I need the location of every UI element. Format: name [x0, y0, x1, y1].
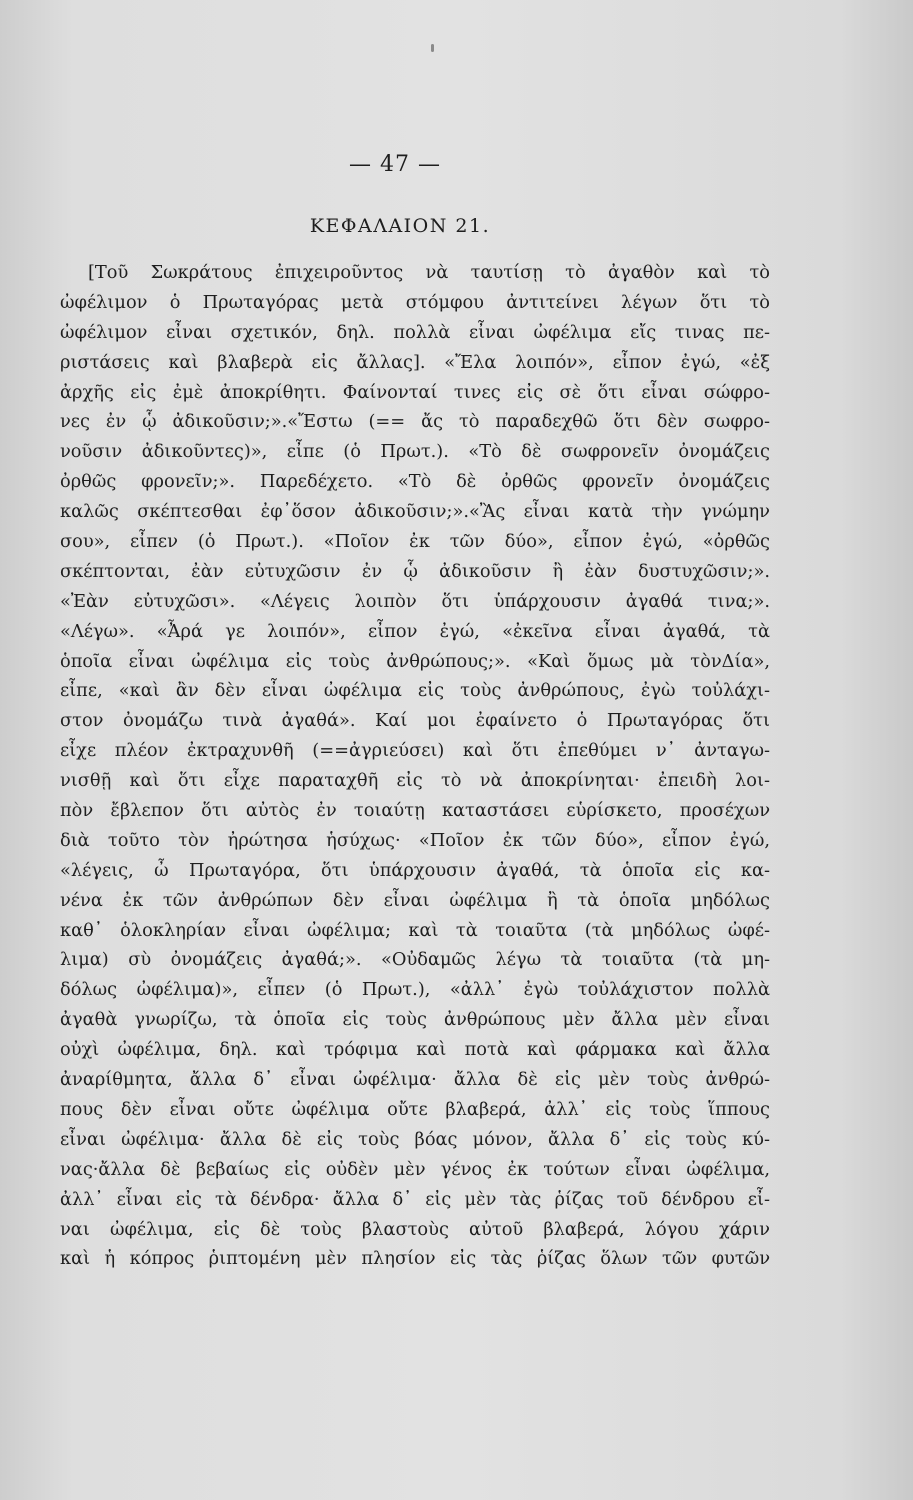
- text-line: εἶναι ὠφέλιμα· ἄλλα δὲ εἰς τοὺς βόας μόνον, ἄλλα δ᾽ εἰς τοὺς κύ-: [60, 1128, 770, 1150]
- ink-speck: [431, 44, 434, 52]
- text-line: πὸν ἔβλεπον ὅτι αὐτὸς ἐν τοιαύτῃ καταστάσει εὑρίσκετο, προσέχων: [60, 800, 770, 822]
- text-line: σου», εἶπεν (ὁ Πρωτ.). «Ποῖον ἐκ τῶν δύο», εἶπον ἐγώ, «ὀρθῶς: [60, 531, 770, 553]
- text-line: εἶχε πλέον ἐκτραχυνθῆ (==ἀγριεύσει) καὶ ὅτι ἐπεθύμει ν᾽ ἀνταγω-: [60, 740, 770, 762]
- text-line: στον ὀνομάζω τινὰ ἀγαθά». Καί μοι ἐφαίνετο ὁ Πρωταγόρας ὅτι: [60, 710, 770, 732]
- text-line: καθ᾽ ὁλοκληρίαν εἶναι ὠφέλιμα; καὶ τὰ τοιαῦτα (τὰ μηδόλως ὠφέ-: [60, 919, 770, 941]
- text-line: [Τοῦ Σωκράτους ἐπιχειροῦντος νὰ ταυτίσῃ τὸ ἀγαθὸν καὶ τὸ: [88, 262, 770, 283]
- text-line: νας·ἄλλα δὲ βεβαίως εἰς οὐδὲν μὲν γένος ἐκ τούτων εἶναι ὠφέλιμα,: [60, 1158, 770, 1180]
- text-line: ὀρθῶς φρονεῖν;». Παρεδέχετο. «Τὸ δὲ ὀρθῶς φρονεῖν ὀνομάζεις: [60, 471, 770, 493]
- text-line: «Ἐὰν εὐτυχῶσι». «Λέγεις λοιπὸν ὅτι ὑπάρχουσιν ἀγαθά τινα;».: [60, 590, 770, 612]
- text-line: ὠφέλιμον ὁ Πρωταγόρας μετὰ στόμφου ἀντιτείνει λέγων ὅτι τὸ: [60, 291, 770, 313]
- text-line: ναι ὠφέλιμα, εἰς δὲ τοὺς βλαστοὺς αὐτοῦ βλαβερά, λόγου χάριν: [60, 1218, 770, 1240]
- text-line: νένα ἐκ τῶν ἀνθρώπων δὲν εἶναι ὠφέλιμα ἢ τὰ ὁποῖα μηδόλως: [60, 889, 770, 911]
- text-line: διὰ τοῦτο τὸν ἠρώτησα ἡσύχως· «Ποῖον ἐκ τῶν δύο», εἶπον ἐγώ,: [60, 829, 770, 851]
- text-line: ἀναρίθμητα, ἄλλα δ᾽ εἶναι ὠφέλιμα· ἄλλα δὲ εἰς μὲν τοὺς ἀνθρώ-: [60, 1069, 770, 1091]
- text-line: καὶ ἡ κόπρος ῥιπτομένη μὲν πλησίον εἰς τὰς ῥίζας ὅλων τῶν φυτῶν: [60, 1248, 770, 1270]
- text-line: νισθῇ καὶ ὅτι εἶχε παραταχθῆ εἰς τὸ νὰ ἀποκρίνηται· ἐπειδὴ λοι-: [60, 770, 770, 792]
- text-line: ὠφέλιμον εἶναι σχετικόν, δηλ. πολλὰ εἶναι ὠφέλιμα εἴς τινας πε-: [60, 321, 770, 343]
- text-line: «Λέγω». «Ἆρά γε λοιπόν», εἶπον ἐγώ, «ἐκεῖνα εἶναι ἀγαθά, τὰ: [60, 620, 770, 642]
- text-line: ριστάσεις καὶ βλαβερὰ εἰς ἄλλας]. «Ἔλα λοιπόν», εἶπον ἐγώ, «ἐξ: [60, 351, 770, 373]
- text-line: νοῦσιν ἀδικοῦντες)», εἶπε (ὁ Πρωτ.). «Τὸ δὲ σωφρονεῖν ὀνομάζεις: [60, 441, 770, 463]
- text-line: ἀλλ᾽ εἶναι εἰς τὰ δένδρα· ἄλλα δ᾽ εἰς μὲν τὰς ῥίζας τοῦ δένδρου εἶ-: [60, 1188, 770, 1210]
- page-number: — 47 —: [349, 152, 441, 177]
- text-line: «λέγεις, ὦ Πρωταγόρα, ὅτι ὑπάρχουσιν ἀγαθά, τὰ ὁποῖα εἰς κα-: [60, 859, 770, 881]
- text-line: σκέπτονται, ἐὰν εὐτυχῶσιν ἐν ᾧ ἀδικοῦσιν ἢ ἐὰν δυστυχῶσιν;».: [60, 560, 770, 582]
- text-line: νες ἐν ᾧ ἀδικοῦσιν;».«Ἔστω (== ἄς τὸ παραδεχθῶ ὅτι δὲν σωφρο-: [60, 411, 770, 433]
- text-line: ἀρχῆς εἰς ἐμὲ ἀποκρίθητι. Φαίνονταί τινες εἰς σὲ ὅτι εἶναι σώφρο-: [60, 381, 770, 403]
- text-line: δόλως ὠφέλιμα)», εἶπεν (ὁ Πρωτ.), «ἀλλ᾽ ἐγὼ τοὐλάχιστον πολλὰ: [60, 979, 770, 1001]
- text-line: ἀγαθὰ γνωρίζω, τὰ ὁποῖα εἰς τοὺς ἀνθρώπους μὲν ἄλλα μὲν εἶναι: [60, 1009, 770, 1031]
- chapter-title: ΚΕΦΑΛΑΙΟΝ 21.: [309, 215, 491, 237]
- text-line: εἶπε, «καὶ ἂν δὲν εἶναι ὠφέλιμα εἰς τοὺς ἀνθρώπους, ἐγὼ τοὐλάχι-: [60, 680, 770, 702]
- text-line: οὐχὶ ὠφέλιμα, δηλ. καὶ τρόφιμα καὶ ποτὰ καὶ φάρμακα καὶ ἄλλα: [60, 1039, 770, 1061]
- text-line: ὁποῖα εἶναι ὠφέλιμα εἰς τοὺς ἀνθρώπους;». «Καὶ ὅμως μὰ τὸνΔία»,: [60, 650, 770, 672]
- text-line: λιμα) σὺ ὀνομάζεις ἀγαθά;». «Οὐδαμῶς λέγω τὰ τοιαῦτα (τὰ μη-: [60, 949, 770, 971]
- body-text: [60, 258, 770, 1274]
- text-line: πους δὲν εἶναι οὔτε ὠφέλιμα οὔτε βλαβερά, ἀλλ᾽ εἰς τοὺς ἵππους: [60, 1098, 770, 1120]
- text-line: καλῶς σκέπτεσθαι ἐφ᾽ὅσον ἀδικοῦσιν;».«Ἂς εἶναι κατὰ τὴν γνώμην: [60, 501, 770, 523]
